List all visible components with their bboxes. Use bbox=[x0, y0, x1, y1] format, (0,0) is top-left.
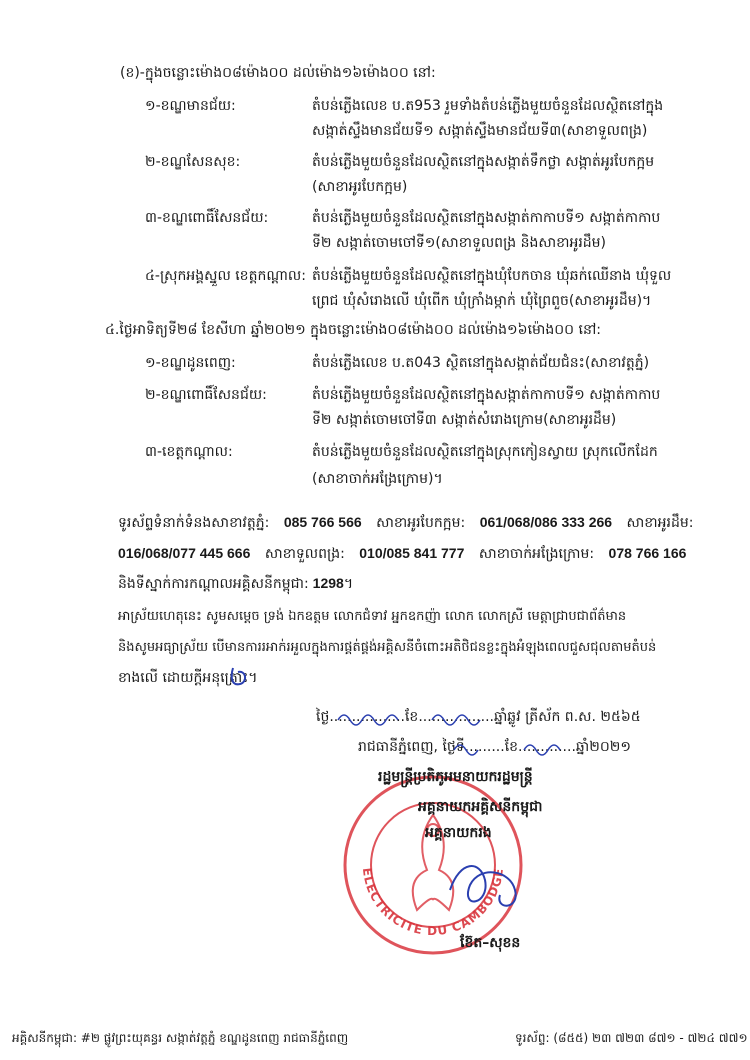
contact-number: 078 766 166 bbox=[608, 545, 687, 561]
signatory-title-3: អគ្គនាយករង bbox=[425, 825, 492, 841]
contact-label: និងទីស្នាក់ការកណ្តាលអគ្គិសនីកម្ពុជា: bbox=[118, 576, 309, 592]
contact-label: សាខាចាក់អង្រែក្រោម: bbox=[478, 546, 595, 562]
item-label: ៣-ខណ្ឌពោធិ៍សែនជ័យ: bbox=[145, 210, 269, 226]
item-text: ព្រេជ ឃុំសំរោងលើ ឃុំពើក ឃុំក្រាំងម្កាក់ ឃុំព្រៃពួច(សាខាអូរដឹម)។ bbox=[312, 293, 652, 309]
initial-mark-icon bbox=[228, 664, 250, 690]
item-label: ២-ខណ្ឌពោធិ៍សែនជ័យ: bbox=[145, 387, 267, 403]
closing-line: អាស្រ័យហេតុនេះ សូមសម្តេច ទ្រង់ ឯកឧត្តម លោកជំទាវ អ្នកឧកញ៉ា លោក លោកស្រី មេត្តាជ្រាបជាព័ត៌មាន bbox=[118, 609, 627, 624]
closing-line: ខាងលើ ដោយក្តីអនុគ្រោះ។ bbox=[118, 670, 258, 686]
lunar-date: ថ្ងៃ.................ខែ.................ឆ្នាំឆ្លូវ ត្រីស័ក ព.ស. ២៥៦៥ bbox=[316, 709, 641, 725]
signatory-name: ខ៊ែត–សុខន bbox=[460, 935, 521, 951]
item-text: តំបន់ភ្លើងមួយចំនួនដែលស្ថិតនៅក្នុងស្រុកកៀនស្វាយ ស្រុកលើកដែក bbox=[312, 444, 658, 460]
contact-label: ទូរស័ព្ទទំនាក់ទំនងសាខាវត្តភ្នំ: bbox=[118, 515, 270, 531]
signature-scribble-icon bbox=[440, 850, 540, 920]
item-text: (សាខាអូរបែកក្អម) bbox=[312, 179, 408, 195]
contact-number: 085 766 566 bbox=[283, 514, 362, 530]
item-label: ៣-ខេត្តកណ្តាល: bbox=[145, 444, 233, 460]
contact-line-1 bbox=[118, 512, 703, 533]
contact-number: 010/085 841 777 bbox=[359, 545, 465, 561]
item-text: ទី២ សង្កាត់ចោមចៅទី៣ សង្កាត់សំរោងក្រោម(សាខាអូរដឹម) bbox=[312, 412, 617, 428]
item-text: តំបន់ភ្លើងមួយចំនួនដែលស្ថិតនៅក្នុងសង្កាត់កាកាបទី១ សង្កាត់កាកាប bbox=[312, 210, 661, 226]
section-4-heading: ៤.ថ្ងៃអាទិត្យទី២៨ ខែសីហា ឆ្នាំ២០២១ ក្នុងចន្លោះម៉ោង០៨ម៉ោង០០ ដល់ម៉ោង១៦ម៉ោង០០ នៅ: bbox=[105, 322, 601, 338]
stamp-text: ELECTRICITE DU CAMBODGE bbox=[359, 866, 507, 939]
signatory-title-1: រដ្ឋមន្ត្រីប្រតិភូអមនាយករដ្ឋមន្ត្រី bbox=[378, 769, 533, 785]
handwriting-icon bbox=[336, 700, 676, 760]
item-label: ៤-ស្រុកអង្គស្នួល ខេត្តកណ្តាល: bbox=[145, 268, 306, 284]
contact-number: 016/068/077 445 666 bbox=[118, 545, 251, 561]
section-b-heading: (ខ)-ក្នុងចន្លោះម៉ោង០៨ម៉ោង០០ ដល់ម៉ោង១៦ម៉ោង០០ នៅ: bbox=[120, 65, 436, 81]
closing-line: និងសូមអធ្យាស្រ័យ បើមានការរអាក់រអួលក្នុងការផ្គត់ផ្គង់អគ្គិសនីចំពោះអតិថិជនខ្លះក្នុងអំឡុងពេលជួសជុលតាមតំបន់ bbox=[118, 640, 657, 655]
contact-label: សាខាអូរដឹម: bbox=[626, 515, 694, 531]
footer-phone: ទូរស័ព្ទ: (៨៥៥) ២៣ ៧២៣ ៨៧១ - ៧២៤ ៧៧១ bbox=[515, 1031, 748, 1045]
item-text: ទី២ សង្កាត់ចោមចៅទី១(សាខាទួលពង្រ និងសាខាអូរដឹម) bbox=[312, 235, 607, 251]
contact-label: សាខាទួលពង្រ: bbox=[264, 546, 345, 562]
footer-address: អគ្គិសនីកម្ពុជា: #២ ផ្លូវព្រះយុគន្ធរ សង្កាត់វត្តភ្នំ ខណ្ឌដូនពេញ រាជធានីភ្នំពេញ bbox=[12, 1031, 349, 1045]
contact-line-3 bbox=[118, 573, 363, 594]
solar-date: រាជធានីភ្នំពេញ, ថ្ងៃទី.........ខែ.............ឆ្នាំ២០២១ bbox=[358, 739, 631, 755]
signatory-title-2: អគ្គនាយកអគ្គិសនីកម្ពុជា bbox=[418, 799, 543, 815]
item-text: តំបន់ភ្លើងលេខ ប.ត953 រួមទាំងតំបន់ភ្លើងមួយចំនួនដែលស្ថិតនៅក្នុង bbox=[312, 98, 664, 114]
contact-number: 1298 bbox=[312, 575, 344, 591]
contact-line-2 bbox=[118, 543, 696, 564]
item-label: ១-ខណ្ឌដូនពេញ: bbox=[145, 355, 236, 371]
item-text: តំបន់ភ្លើងមួយចំនួនដែលស្ថិតនៅក្នុងសង្កាត់ទឹកថ្លា សង្កាត់អូរបែកក្អម bbox=[312, 154, 655, 170]
contact-end: ។ bbox=[343, 576, 354, 592]
contact-number: 061/068/086 333 266 bbox=[479, 514, 613, 530]
item-label: ១-ខណ្ឌមានជ័យ: bbox=[145, 98, 236, 114]
item-text: តំបន់ភ្លើងមួយចំនួនដែលស្ថិតនៅក្នុងសង្កាត់កាកាបទី១ សង្កាត់កាកាប bbox=[312, 387, 661, 403]
item-text: តំបន់ភ្លើងលេខ ប.ត043 ស្ថិតនៅក្នុងសង្កាត់ជ័យជំនះ(សាខាវត្តភ្នំ) bbox=[312, 355, 650, 371]
contact-label: សាខាអូរបែកក្អម: bbox=[376, 515, 466, 531]
item-text: (សាខាចាក់អង្រែក្រោម)។ bbox=[312, 471, 443, 487]
item-text: សង្កាត់ស្ទឹងមានជ័យទី១ សង្កាត់ស្ទឹងមានជ័យទី៣(សាខាទួលពង្រ) bbox=[312, 123, 648, 139]
item-label: ២-ខណ្ឌសែនសុខ: bbox=[145, 154, 241, 170]
item-text: តំបន់ភ្លើងមួយចំនួនដែលស្ថិតនៅក្នុងឃុំបែកចាន ឃុំឆក់ឈើនាង ឃុំទួល bbox=[312, 268, 672, 284]
